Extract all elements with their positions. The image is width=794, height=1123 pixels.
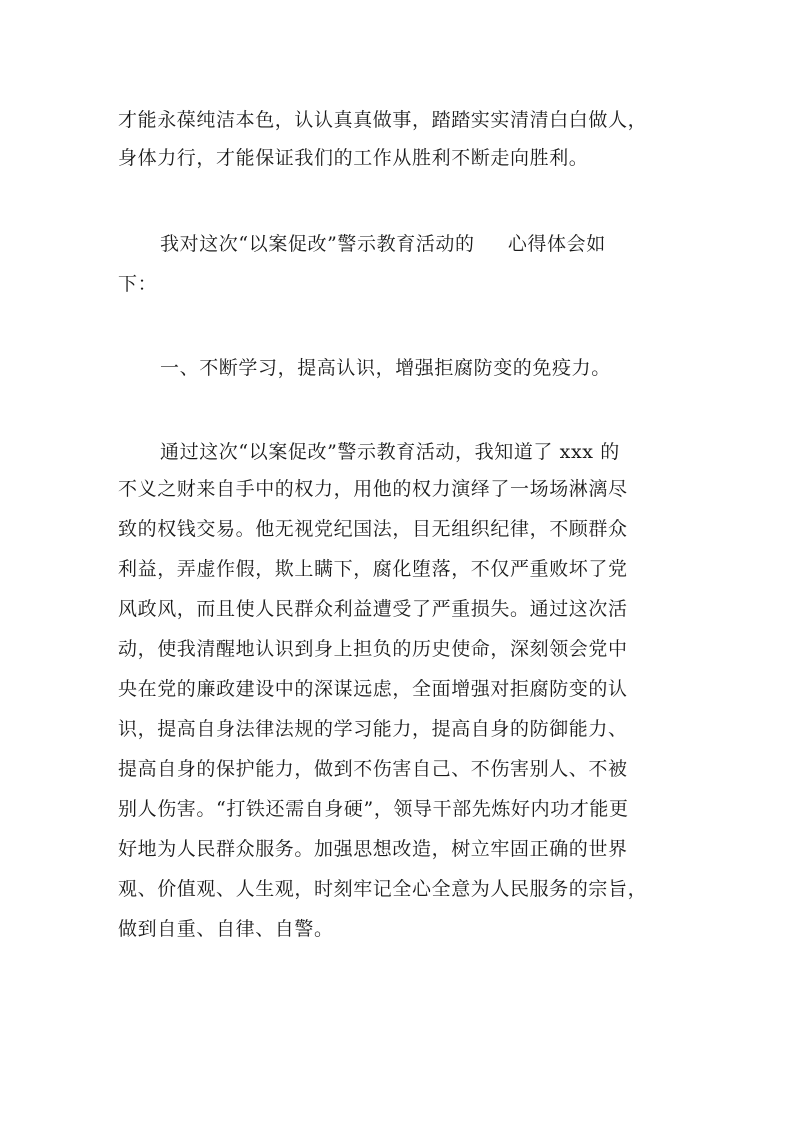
text-line: 好地为人民群众服务。加强思想改造，树立牢固正确的世界	[118, 838, 628, 860]
text-line: 风政风，而且使人民群众利益遭受了严重损失。通过这次活	[118, 598, 628, 620]
text-line: 提高自身的保护能力，做到不伤害自己、不伤害别人、不被	[118, 758, 628, 780]
text-line: 才能永葆纯洁本色，认认真真做事，踏踏实实清清白白做人，	[118, 109, 648, 131]
text-line: 动，使我清醒地认识到身上担负的历史使命，深刻领会党中	[118, 638, 628, 660]
text-line: 做到自重、自律、自警。	[118, 918, 334, 940]
text-line: 身体力行，才能保证我们的工作从胜利不断走向胜利。	[118, 147, 589, 169]
text-line: 我对这次“以案促改”警示教育活动的 心得体会如	[160, 233, 606, 255]
text-line: 央在党的廉政建设中的深谋远虑，全面增强对拒腐防变的认	[118, 678, 628, 700]
text-line: 别人伤害。“打铁还需自身硬”，领导干部先炼好内功才能更	[118, 798, 629, 820]
text-line: 下：	[118, 273, 158, 295]
text-line: 利益，弄虚作假，欺上瞒下，腐化堕落，不仅严重败坏了党	[118, 558, 628, 580]
text-line: 通过这次“以案促改”警示教育活动，我知道了 xxx 的	[160, 441, 620, 463]
text-line: 观、价值观、人生观，时刻牢记全心全意为人民服务的宗旨，	[118, 878, 648, 900]
text-line: 不义之财来自手中的权力，用他的权力演绎了一场场淋漓尽	[118, 478, 628, 500]
text-line: 致的权钱交易。他无视党纪国法，目无组织纪律，不顾群众	[118, 518, 628, 540]
text-line: 识，提高自身法律法规的学习能力，提高自身的防御能力、	[118, 718, 628, 740]
section-heading: 一、不断学习，提高认识，增强拒腐防变的免疫力。	[160, 357, 611, 379]
